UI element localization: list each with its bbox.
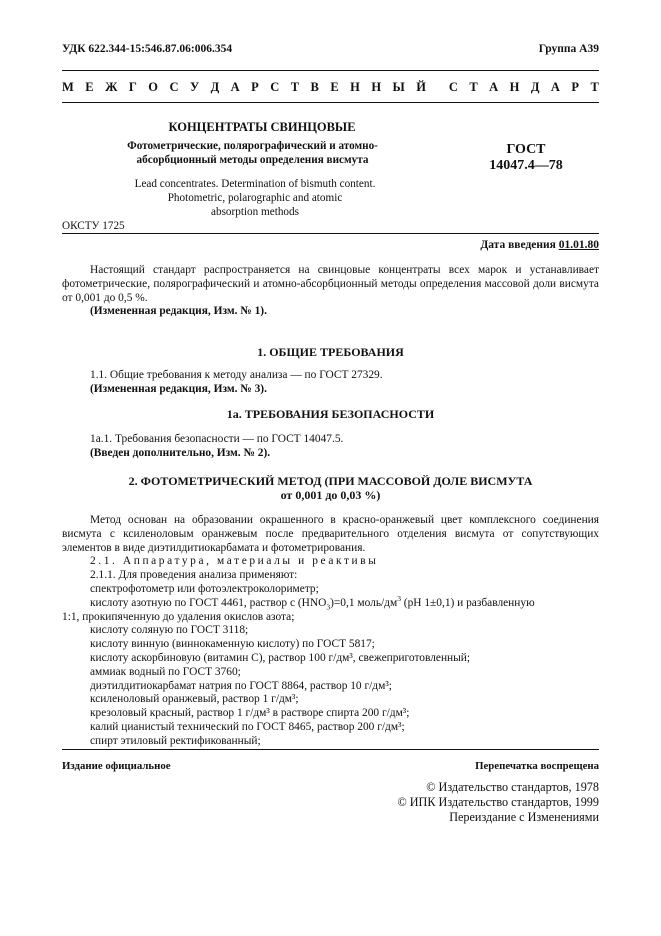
list-item: спирт этиловый ректификованный; bbox=[90, 734, 261, 747]
nitric-acid-item bbox=[62, 593, 599, 612]
banner-letter: С bbox=[169, 80, 179, 94]
banner-letter: Ж bbox=[105, 80, 118, 94]
nitric-acid-subscript: 3 bbox=[326, 602, 331, 612]
section-1a bbox=[62, 407, 599, 461]
list-item: диэтилдитиокарбамат натрия по ГОСТ 8864, раствор 10 г/дм³; bbox=[90, 679, 392, 692]
banner-letter: В bbox=[310, 80, 319, 94]
list-item: кислоту винную (виннокаменную кислоту) по ГОСТ 5817; bbox=[90, 638, 375, 651]
date-introduced bbox=[480, 239, 599, 251]
list-item: аммиак водный по ГОСТ 3760; bbox=[90, 665, 241, 678]
section-2-heading-line-2: от 0,001 до 0,03 %) bbox=[280, 488, 381, 502]
section-1-heading: 1. ОБЩИЕ ТРЕБОВАНИЯ bbox=[257, 345, 404, 359]
date-introduced-label: Дата введения bbox=[480, 239, 559, 251]
section-1-text: 1.1. Общие требования к методу анализа — по ГОСТ 27329. bbox=[90, 369, 383, 381]
english-title-line-2: Photometric, polarographic and atomic bbox=[167, 192, 343, 205]
banner-letter: Д bbox=[210, 80, 220, 94]
section-2-1-heading: 2.1. Аппаратура, материалы и реактивы bbox=[90, 555, 379, 568]
top-rule bbox=[62, 70, 599, 71]
banner-letter: Г bbox=[128, 80, 137, 94]
copyright-line-2: © ИПК Издательство стандартов, 1999 bbox=[397, 795, 599, 809]
banner-letter: Р bbox=[571, 80, 580, 94]
list-item: спектрофотометр или фотоэлектроколориметр; bbox=[90, 582, 319, 595]
okstu-code: ОКСТУ 1725 bbox=[62, 220, 125, 232]
banner-letter: Т bbox=[590, 80, 599, 94]
intro-paragraph: Настоящий стандарт распространяется на свинцовые концентраты всех марок и устанавливает фотометрические, полярографический и атомно-абсорбционный методы определения массовой доли висмута от 0,001 до 0,5 %. bbox=[62, 264, 599, 304]
document-subtitle bbox=[120, 140, 385, 167]
banner-letter: Т bbox=[469, 80, 478, 94]
nitric-acid-text-a: кислоту азотную по ГОСТ 4461, раствор с (HNO bbox=[90, 596, 327, 609]
date-introduced-value: 01.01.80 bbox=[558, 239, 599, 251]
footer-rule bbox=[62, 749, 599, 750]
english-title-line-1: Lead concentrates. Determination of bismuth content. bbox=[134, 178, 376, 190]
list-item: кислоту соляную по ГОСТ 3118; bbox=[90, 624, 249, 637]
section-2-method-paragraph: Метод основан на образовании окрашенного в красно-оранжевый цвет комплексного соединения висмута с ксиленоловым оранжевым после предварительного отделения висмута от сопутствующих элементов в виде диэтилдитиокарбамата и фотометрирования. bbox=[62, 514, 599, 554]
section-1 bbox=[62, 345, 599, 397]
banner-letter: Е bbox=[330, 80, 339, 94]
banner-letter: Р bbox=[251, 80, 259, 94]
copyright-block bbox=[397, 780, 599, 825]
banner-letter: М bbox=[62, 80, 74, 94]
banner-letter: Н bbox=[350, 80, 360, 94]
banner-rule bbox=[62, 102, 599, 103]
official-edition-label: Издание официальное bbox=[62, 760, 171, 772]
section-2-heading-line-1: 2. ФОТОМЕТРИЧЕСКИЙ МЕТОД (ПРИ МАССОВОЙ ДОЛЕ ВИСМУТА bbox=[128, 474, 533, 488]
banner-letter: Ы bbox=[392, 80, 405, 94]
list-item: крезоловый красный, раствор 1 г/дм³ в растворе спирта 200 г/дм³; bbox=[90, 707, 410, 720]
gost-label: ГОСТ bbox=[506, 142, 546, 157]
reprint-prohibited-label: Перепечатка воспрещена bbox=[475, 760, 599, 772]
list-item: ксиленоловый оранжевый, раствор 1 г/дм³; bbox=[90, 693, 299, 706]
english-title-line-3: absorption methods bbox=[211, 206, 299, 219]
banner-letter: С bbox=[270, 80, 280, 94]
banner-letter: А bbox=[550, 80, 560, 94]
intro-revision-note: (Измененная редакция, Изм. № 1). bbox=[90, 305, 267, 318]
list-item: кислоту аскорбиновую (витамин С), раствор 100 г/дм³, свежеприготовленный; bbox=[90, 651, 471, 664]
section-2 bbox=[62, 474, 599, 749]
header-bottom-rule bbox=[62, 233, 599, 234]
banner-letter: А bbox=[230, 80, 240, 94]
udk-code: УДК 622.344-15:546.87.06:006.354 bbox=[62, 43, 233, 55]
banner-letter: А bbox=[489, 80, 499, 94]
banner-letter: У bbox=[189, 80, 200, 94]
document-title: КОНЦЕНТРАТЫ СВИНЦОВЫЕ bbox=[168, 120, 356, 134]
subtitle-line-1: Фотометрические, полярографический и атомно- bbox=[127, 140, 378, 152]
section-1a-heading: 1а. ТРЕБОВАНИЯ БЕЗОПАСНОСТИ bbox=[226, 407, 435, 421]
banner-letter: О bbox=[148, 80, 159, 94]
banner-letter: Н bbox=[509, 80, 520, 94]
nitric-acid-superscript: 3 bbox=[397, 593, 401, 603]
section-2-1-1-text: 2.1.1. Для проведения анализа применяют: bbox=[90, 569, 298, 582]
banner-letter: Н bbox=[371, 80, 382, 94]
standard-banner bbox=[62, 80, 599, 95]
nitric-acid-text-b: )=0,1 моль/дм bbox=[330, 596, 398, 609]
banner-letter: Е bbox=[85, 80, 94, 94]
section-1a-text: 1а.1. Требования безопасности — по ГОСТ 14047.5. bbox=[90, 433, 344, 445]
subtitle-line-2: абсорбционный методы определения висмута bbox=[136, 153, 369, 166]
section-1-note: (Измененная редакция, Изм. № 3). bbox=[90, 382, 267, 395]
banner-letter: Й bbox=[416, 80, 426, 94]
banner-letter: Т bbox=[290, 80, 300, 94]
intro-block bbox=[62, 264, 599, 319]
gost-code: 14047.4—78 bbox=[489, 157, 563, 173]
list-item: калий цианистый технический по ГОСТ 8465, раствор 200 г/дм³; bbox=[90, 720, 405, 733]
nitric-acid-continuation: 1:1, прокипяченную до удаления окислов азота; bbox=[62, 610, 295, 623]
reissue-note: Переиздание с Изменениями bbox=[449, 810, 599, 824]
banner-letter: С bbox=[448, 80, 458, 94]
group-code: Группа А39 bbox=[538, 43, 599, 55]
gost-number bbox=[480, 142, 572, 173]
banner-letter: Д bbox=[530, 80, 540, 94]
section-1a-note: (Введен дополнительно, Изм. № 2). bbox=[90, 446, 271, 459]
copyright-line-1: © Издательство стандартов, 1978 bbox=[426, 780, 599, 794]
english-title bbox=[130, 177, 380, 220]
nitric-acid-text-c: (pH 1±0,1) и разбавленную bbox=[400, 596, 535, 609]
